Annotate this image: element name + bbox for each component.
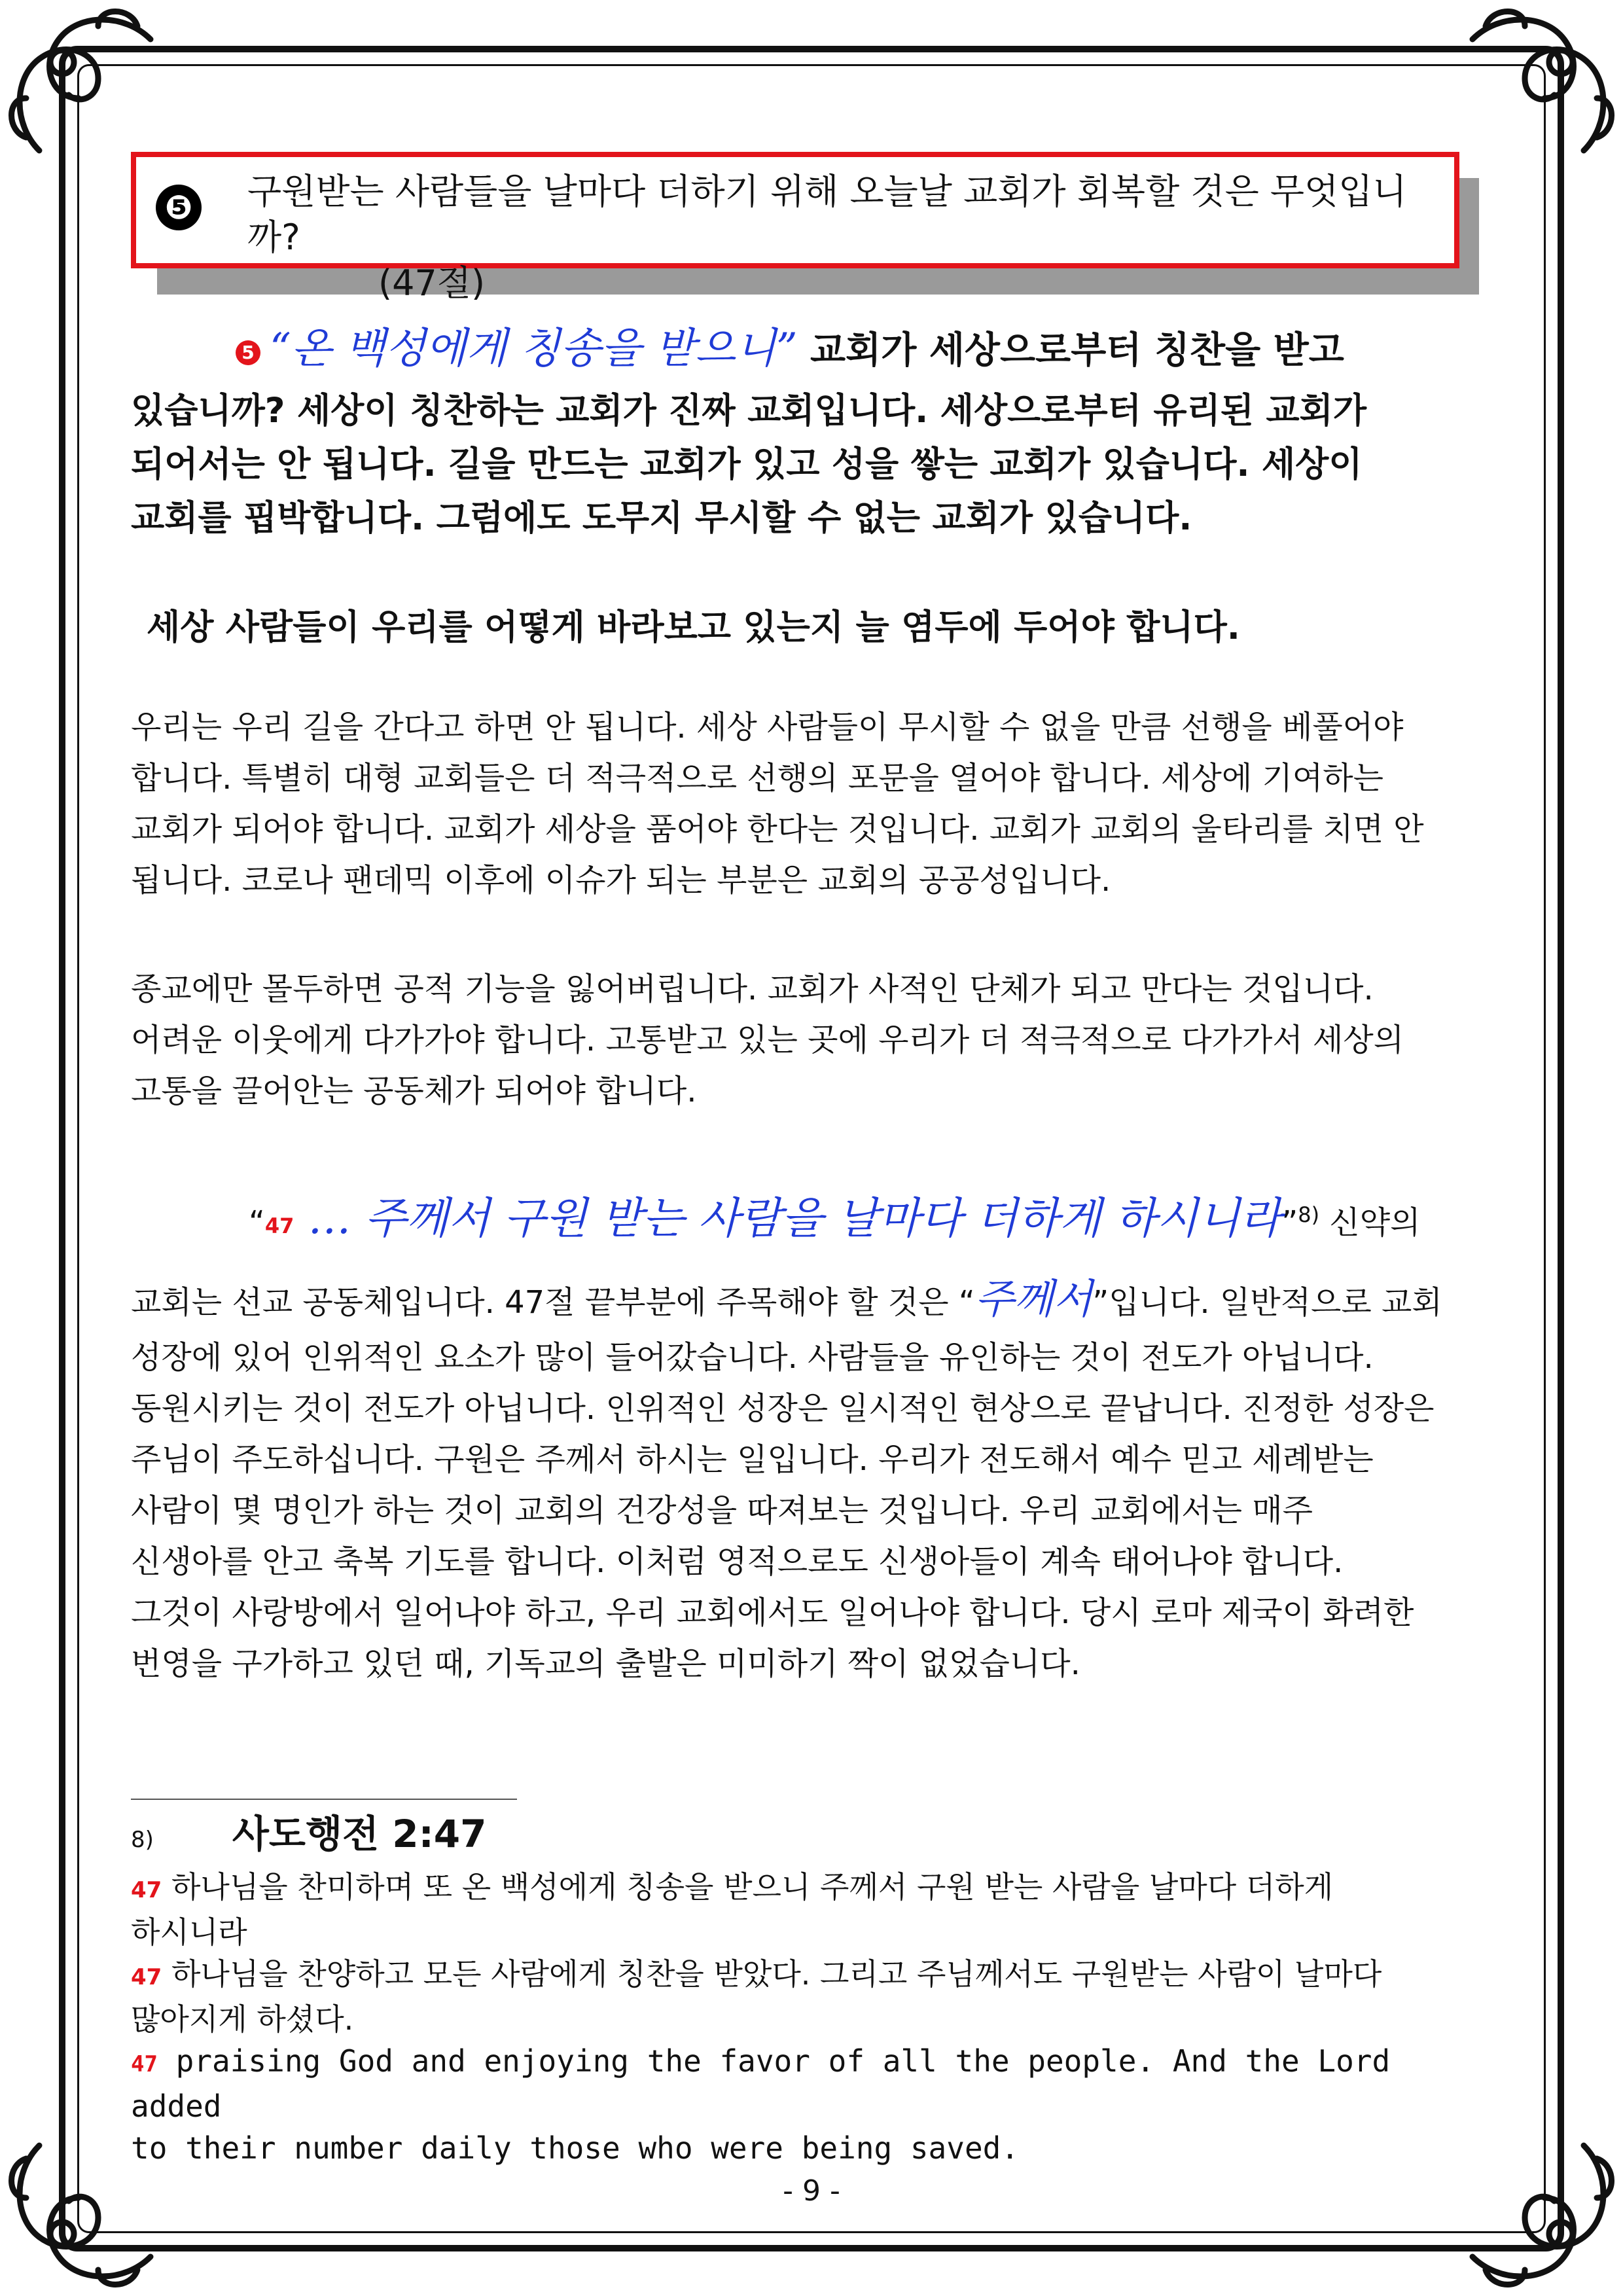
paragraph-line: 종교에만 몰두하면 공적 기능을 잃어버립니다. 교회가 사적인 단체가 되고 만다는 것입니다.: [131, 971, 1374, 1007]
paragraph-line: 주님이 주도하십니다. 구원은 주께서 하시는 일입니다. 우리가 전도해서 예수 믿고 세례받는: [131, 1441, 1374, 1478]
footnote-verse-continued: to their number daily those who were being saved.: [131, 2130, 1020, 2166]
footnote-verse-text: 하나님을 찬미하며 또 온 백성에게 칭송을 받으니 주께서 구원 받는 사람을 날마다 더하게: [162, 1869, 1334, 1905]
footnote-rule: [131, 1799, 517, 1800]
paragraph-line: 됩니다. 코로나 팬데믹 이후에 이슈가 되는 부분은 교회의 공공성입니다.: [131, 862, 1111, 899]
paragraph-line: 그것이 사랑방에서 일어나야 하고, 우리 교회에서도 일어나야 합니다. 당시 로마 제국이 화려한: [131, 1594, 1414, 1631]
paragraph-line: 신생아를 안고 축복 기도를 합니다. 이처럼 영적으로도 신생아들이 계속 태어나야 합니다.: [131, 1543, 1344, 1580]
answer-marker: 5: [236, 340, 260, 365]
paragraph-line: 동원시키는 것이 전도가 아닙니다. 인위적인 성장은 일시적인 현상으로 끝납니다. 진정한 성장은: [131, 1390, 1435, 1427]
verse-quote-tail: 신약의: [1319, 1204, 1421, 1241]
verse-quote-line: [131, 1182, 1610, 1259]
paragraph-line: 합니다. 특별히 대형 교회들은 더 적극적으로 선행의 포문을 열어야 합니다. 세상에 기여하는: [131, 760, 1383, 797]
paragraph-1: [131, 702, 1492, 906]
verse-quote-number: 47: [264, 1213, 294, 1238]
paragraph-line: 교회가 되어야 합니다. 교회가 세상을 품어야 한다는 것입니다. 교회가 교회의 울타리를 치면 안: [131, 811, 1424, 848]
footnote-verse-continued: 하시니라: [131, 1914, 247, 1950]
paragraph-line: 사람이 몇 명인가 하는 것이 교회의 건강성을 따져보는 것입니다. 우리 교회에서는 매주: [131, 1492, 1313, 1529]
verse-quote-open: “: [249, 1204, 265, 1241]
corner-ornament-icon: [1453, 0, 1623, 170]
paragraph-line: [131, 1270, 1492, 1332]
footnote-verse-number: 47: [131, 1964, 162, 1990]
answer-line: 교회를 핍박합니다. 그럼에도 도무지 무시할 수 없는 교회가 있습니다.: [131, 498, 1192, 538]
emphasis-line: 세상 사람들이 우리를 어떻게 바라보고 있는지 늘 염두에 두어야 합니다.: [147, 607, 1240, 647]
paragraph-3-first-post: ”입니다. 일반적으로 교회: [1092, 1284, 1442, 1321]
footnote: [131, 1808, 1492, 2169]
question-line-1: 구원받는 사람들을 날마다 더하기 위해 오늘날 교회가 회복할 것은 무엇입니까?: [247, 171, 1407, 258]
footnote-verse-text: praising God and enjoying the favor of all the people. And the Lord added: [131, 2043, 1391, 2124]
footnote-reference: 8): [1298, 1202, 1320, 1227]
question-number-badge: ❺: [156, 185, 202, 230]
question-box: [131, 152, 1459, 304]
footnote-verse-continued: 많아지게 하셨다.: [131, 2001, 354, 2037]
paragraph-3: [131, 1270, 1492, 1689]
paragraph-3-first-pre: 교회는 선교 공동체입니다. 47절 끝부분에 주목해야 할 것은 “: [131, 1284, 975, 1321]
question-line-2: (47절): [378, 262, 486, 304]
paragraph-line: 우리는 우리 길을 간다고 하면 안 됩니다. 세상 사람들이 무시할 수 없을 만큼 선행을 베풀어야: [131, 709, 1404, 745]
question-text: [247, 169, 1425, 306]
footnote-number: 8): [131, 1827, 154, 1853]
verse-quote-close: ”: [1281, 1204, 1298, 1241]
paragraph-line: 성장에 있어 인위적인 요소가 많이 들어갔습니다. 사람들을 유인하는 것이 전도가 아닙니다.: [131, 1339, 1374, 1376]
answer-quote: “온 백성에게 칭송을 받으니”: [270, 325, 798, 373]
verse-quote-text: … 주께서 구원 받는 사람을 날마다 더하게 하시니라: [294, 1193, 1282, 1244]
footnote-verse-number: 47: [131, 2051, 158, 2077]
footnote-reference-title: 사도행전 2:47: [232, 1812, 487, 1856]
answer-line-1-rest: 교회가 세상으로부터 칭찬을 받고: [797, 329, 1344, 372]
paragraph-3-emphasis: 주께서: [974, 1275, 1093, 1323]
corner-ornament-icon: [0, 0, 170, 170]
answer-line: 되어서는 안 됩니다. 길을 만드는 교회가 있고 성을 쌓는 교회가 있습니다. 세상이: [131, 444, 1363, 484]
answer-line: 있습니까? 세상이 칭찬하는 교회가 진짜 교회입니다. 세상으로부터 유리된 교회가: [131, 391, 1367, 431]
footnote-verse: [131, 2040, 1492, 2127]
footnote-verse: [131, 1866, 1492, 1911]
footnote-verse: [131, 1953, 1492, 1998]
page-number: - 9 -: [783, 2174, 840, 2208]
footnote-verse-number: 47: [131, 1877, 162, 1903]
answer-first-line: [131, 319, 1492, 380]
paragraph-2: [131, 963, 1492, 1117]
paragraph-line: 어려운 이웃에게 다가가야 합니다. 고통받고 있는 곳에 우리가 더 적극적으로 다가가서 세상의: [131, 1022, 1404, 1058]
paragraph-line: 고통을 끌어안는 공동체가 되어야 합니다.: [131, 1073, 697, 1109]
footnote-verse-text: 하나님을 찬양하고 모든 사람에게 칭찬을 받았다. 그리고 주님께서도 구원받는 사람이 날마다: [162, 1956, 1382, 1992]
paragraph-line: 번영을 구가하고 있던 때, 기독교의 출발은 미미하기 짝이 없었습니다.: [131, 1645, 1080, 1682]
answer-paragraph: [131, 319, 1492, 545]
footnote-heading: [131, 1808, 1492, 1866]
